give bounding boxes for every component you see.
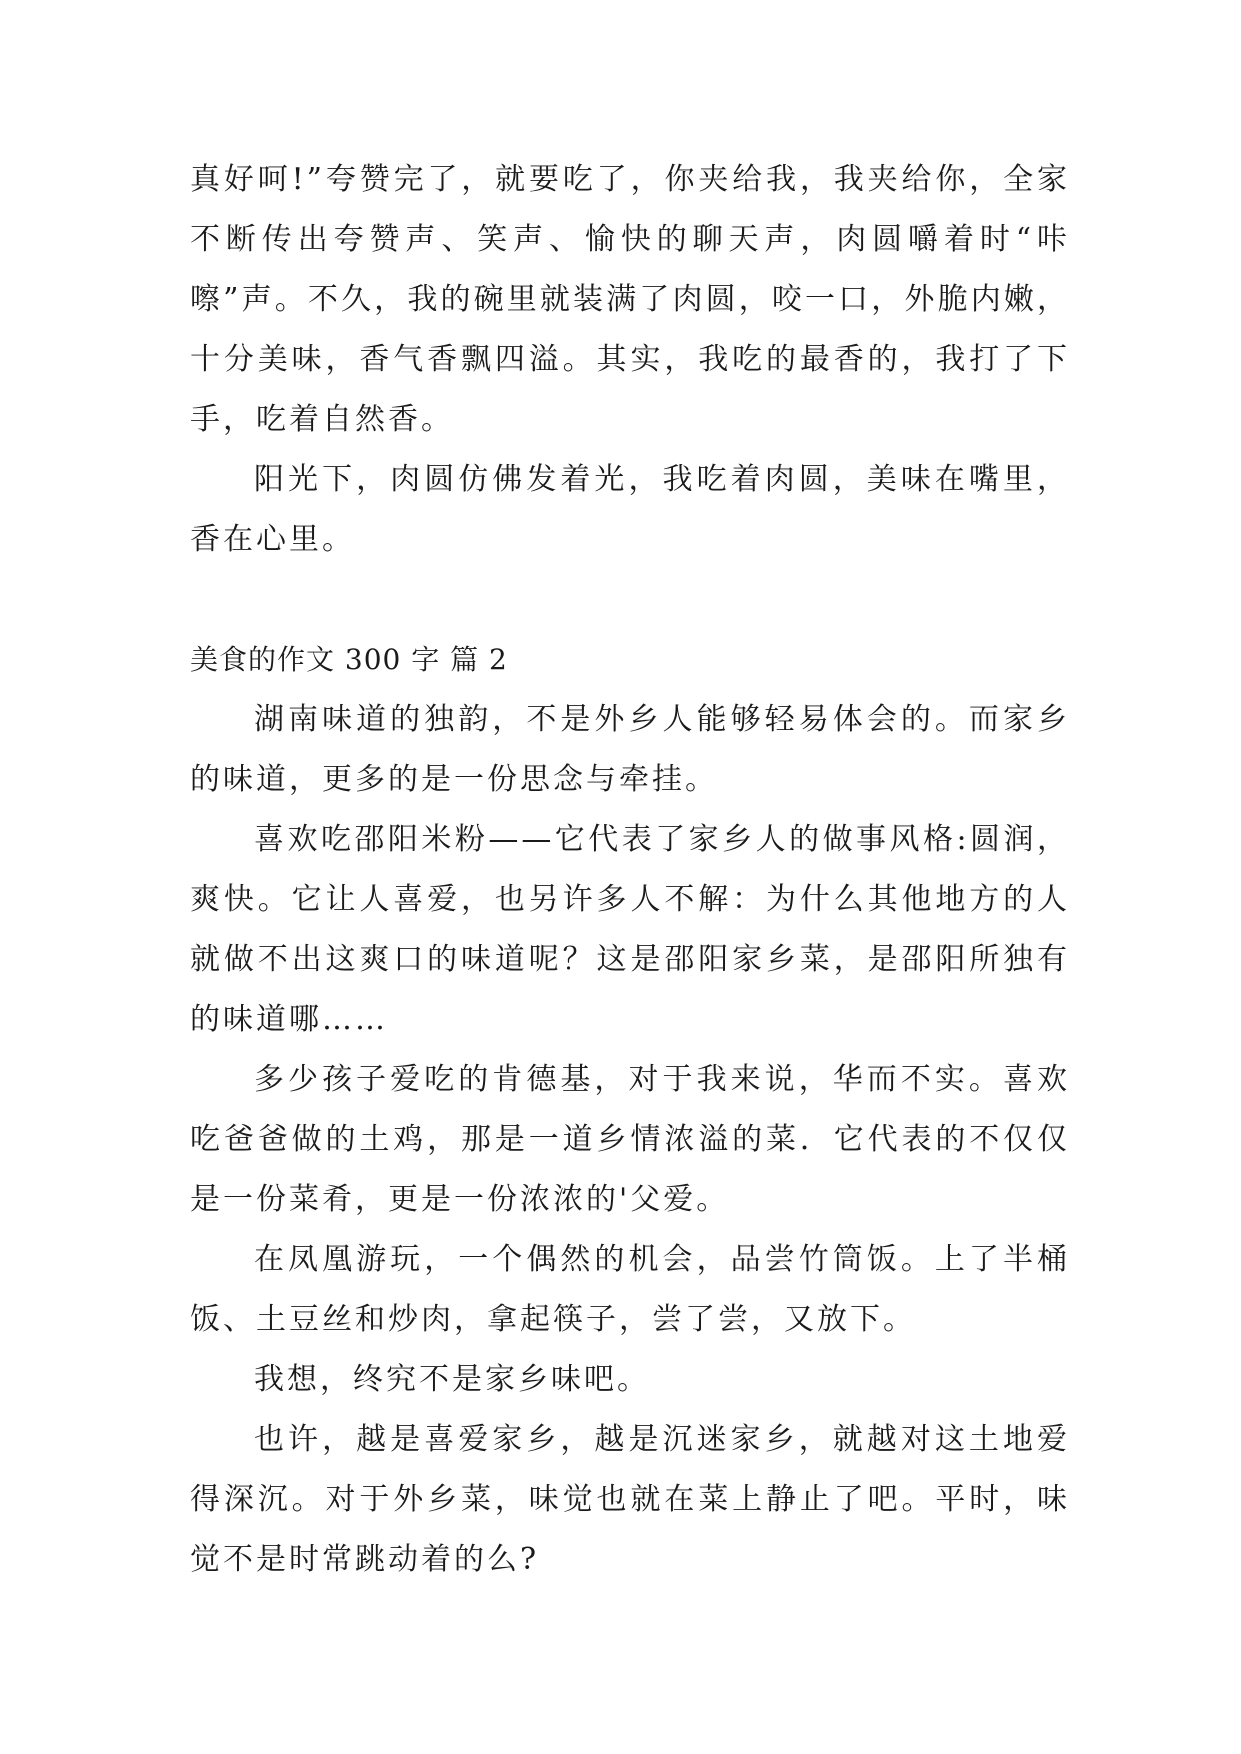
paragraph: 在凤凰游玩，一个偶然的机会，品尝竹筒饭。上了半桶饭、土豆丝和炒肉，拿起筷子，尝了尝，又放下。 bbox=[190, 1242, 1070, 1337]
paragraph: 多少孩子爱吃的肯德基，对于我来说，华而不实。喜欢吃爸爸做的土鸡，那是一道乡情浓溢的菜．它代表的不仅仅是一份菜肴，更是一份浓浓的'父爱。 bbox=[190, 1062, 1070, 1217]
document-body bbox=[190, 150, 1070, 1590]
section-heading: 美食的作文 300 字 篇 2 bbox=[190, 643, 508, 676]
paragraph-closing: 阳光下，肉圆仿佛发着光，我吃着肉圆，美味在嘴里，香在心里。 bbox=[190, 462, 1070, 557]
paragraph-continuation: 真好呵!”夸赞完了，就要吃了，你夹给我，我夹给你，全家不断传出夸赞声、笑声、愉快的聊天声，肉圆嚼着时“咔嚓”声。不久，我的碗里就装满了肉圆，咬一口，外脆内嫩，十分美味，香气香飘四溢。其实，我吃的最香的，我打了下手，吃着自然香。 bbox=[190, 162, 1070, 437]
paragraph: 也许，越是喜爱家乡，越是沉迷家乡，就越对这土地爱得深沉。对于外乡菜，味觉也就在菜上静止了吧。平时，味觉不是时常跳动着的么? bbox=[190, 1422, 1070, 1577]
paragraph: 我想，终究不是家乡味吧。 bbox=[254, 1362, 650, 1397]
paragraph: 喜欢吃邵阳米粉——它代表了家乡人的做事风格:圆润，爽快。它让人喜爱，也另许多人不解：为什么其他地方的人就做不出这爽口的味道呢？这是邵阳家乡菜，是邵阳所独有的味道哪…… bbox=[190, 822, 1070, 1037]
section-gap bbox=[190, 570, 1070, 630]
paragraph: 湖南味道的独韵，不是外乡人能够轻易体会的。而家乡的味道，更多的是一份思念与牵挂。 bbox=[190, 702, 1070, 797]
